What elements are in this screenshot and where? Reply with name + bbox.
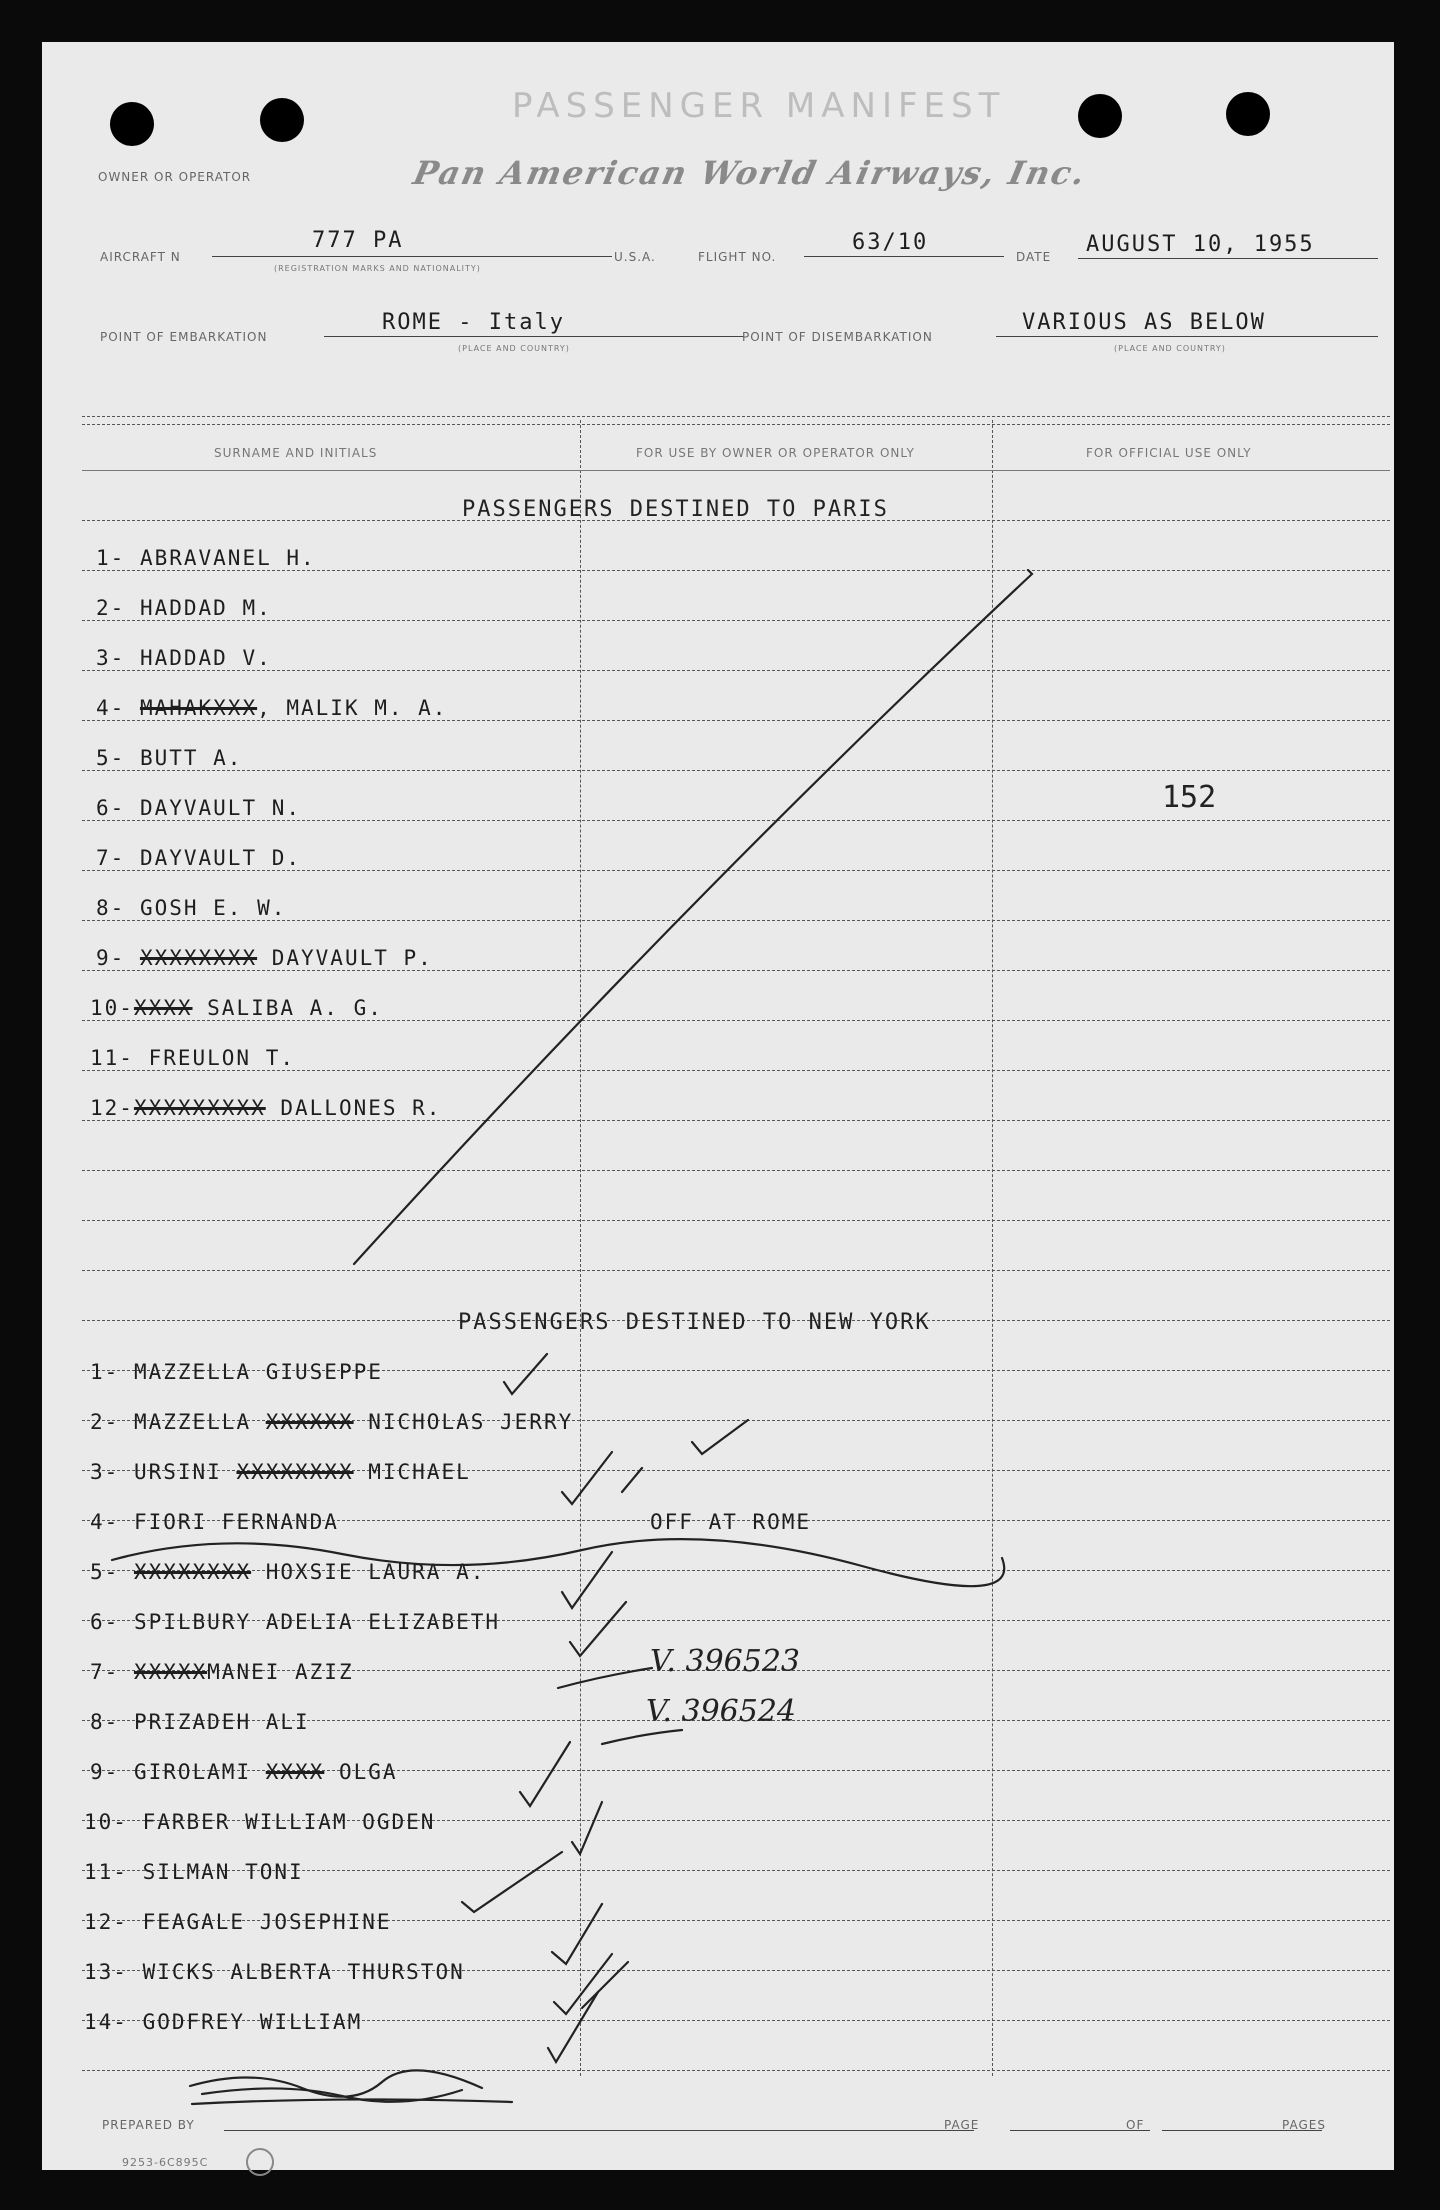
strike-through-mark xyxy=(112,1539,1004,1586)
paris-row-2: 2- HADDAD M. xyxy=(96,596,272,620)
check-icon xyxy=(692,1420,748,1454)
embarkation-label: POINT OF EMBARKATION xyxy=(100,330,268,344)
of-label: OF xyxy=(1126,2118,1145,2132)
pages-label: PAGES xyxy=(1282,2118,1326,2132)
ny-row-5: 5- XXXXXXXX HOXSIE LAURA A. xyxy=(90,1560,486,1584)
ny-row-14: 14- GODFREY WILLIAM xyxy=(84,2010,363,2034)
check-icon xyxy=(554,1954,612,2014)
ny-row-2: 2- MAZZELLA XXXXXX NICHOLAS JERRY xyxy=(90,1410,574,1434)
col-official: FOR OFFICIAL USE ONLY xyxy=(1086,446,1252,460)
paris-row-3: 3- HADDAD V. xyxy=(96,646,272,670)
check-icon xyxy=(562,1552,612,1608)
date-value: AUGUST 10, 1955 xyxy=(1086,232,1315,257)
ny-row-12: 12- FEAGALE JOSEPHINE xyxy=(84,1910,392,1934)
page-label: PAGE xyxy=(944,2118,980,2132)
ny-row-13: 13- WICKS ALBERTA THURSTON xyxy=(84,1960,465,1984)
date-label: DATE xyxy=(1016,250,1052,264)
visa-note-1: V. 396523 xyxy=(650,1644,801,1679)
embarkation-value: ROME - Italy xyxy=(382,310,565,335)
check-icon xyxy=(622,1468,642,1492)
check-icon xyxy=(572,1802,602,1854)
section-new-york: PASSENGERS DESTINED TO NEW YORK xyxy=(458,1310,931,1335)
ny-row-9: 9- GIROLAMI XXXX OLGA xyxy=(90,1760,398,1784)
paris-diagonal-mark xyxy=(354,570,1032,1264)
manifest-sheet xyxy=(42,42,1394,2170)
ny-row-4-note: OFF AT ROME xyxy=(650,1510,812,1534)
ny-row-1: 1- MAZZELLA GIUSEPPE xyxy=(90,1360,383,1384)
carrier-name: Pan American World Airways, Inc. xyxy=(409,154,1091,192)
disembarkation-label: POINT OF DISEMBARKATION xyxy=(742,330,933,344)
aircraft-sublabel: (REGISTRATION MARKS AND NATIONALITY) xyxy=(274,264,481,273)
aircraft-value: 777 PA xyxy=(312,228,404,253)
check-icon xyxy=(520,1742,570,1806)
prepared-by-label: PREPARED BY xyxy=(102,2118,195,2132)
ny-row-8: 8- PRIZADEH ALI xyxy=(90,1710,310,1734)
check-icon xyxy=(462,1852,562,1912)
paris-row-9: 9- XXXXXXXX DAYVAULT P. xyxy=(96,946,433,970)
embark-sublabel: (PLACE AND COUNTRY) xyxy=(458,344,570,353)
ny-row-3: 3- URSINI XXXXXXXX MICHAEL xyxy=(90,1460,471,1484)
ny-row-10: 10- FARBER WILLIAM OGDEN xyxy=(84,1810,436,1834)
ny-row-11: 11- SILMAN TONI xyxy=(84,1860,304,1884)
paris-row-6: 6- DAYVAULT N. xyxy=(96,796,302,820)
col-owner: FOR USE BY OWNER OR OPERATOR ONLY xyxy=(636,446,915,460)
visa-note-2: V. 396524 xyxy=(646,1694,797,1729)
check-icon xyxy=(504,1354,547,1394)
official-number: 152 xyxy=(1162,780,1217,815)
section-paris: PASSENGERS DESTINED TO PARIS xyxy=(462,497,889,522)
check-icon xyxy=(558,1668,652,1688)
disembarkation-value: VARIOUS AS BELOW xyxy=(1022,310,1266,335)
paris-row-11: 11- FREULON T. xyxy=(90,1046,296,1070)
form-title: PASSENGER MANIFEST xyxy=(512,86,1006,126)
check-icon xyxy=(602,1730,682,1744)
owner-label: OWNER OR OPERATOR xyxy=(98,170,252,184)
paris-row-10: 10-XXXX SALIBA A. G. xyxy=(90,996,383,1020)
paris-row-1: 1- ABRAVANEL H. xyxy=(96,546,316,570)
check-icon xyxy=(570,1602,626,1656)
ny-row-7: 7- XXXXXMANEI AZIZ xyxy=(90,1660,354,1684)
ny-row-6: 6- SPILBURY ADELIA ELIZABETH xyxy=(90,1610,501,1634)
aircraft-label: AIRCRAFT N xyxy=(100,250,181,264)
flight-label: FLIGHT NO. xyxy=(698,250,777,264)
paris-row-12: 12-XXXXXXXXX DALLONES R. xyxy=(90,1096,442,1120)
disembark-sublabel: (PLACE AND COUNTRY) xyxy=(1114,344,1226,353)
paris-row-5: 5- BUTT A. xyxy=(96,746,243,770)
paris-row-8: 8- GOSH E. W. xyxy=(96,896,287,920)
usa-label: U.S.A. xyxy=(614,250,656,264)
form-number: 9253-6C895C xyxy=(122,2156,209,2169)
signature-icon xyxy=(192,2099,512,2104)
handwritten-marks xyxy=(42,42,1394,2170)
col-surname: SURNAME AND INITIALS xyxy=(214,446,378,460)
paris-row-7: 7- DAYVAULT D. xyxy=(96,846,302,870)
check-icon xyxy=(562,1452,612,1504)
signature-icon xyxy=(190,2070,482,2096)
check-icon xyxy=(552,1904,602,1964)
paris-row-4: 4- MAHAKXXX, MALIK M. A. xyxy=(96,696,448,720)
ny-row-4: 4- FIORI FERNANDA xyxy=(90,1510,339,1534)
flight-value: 63/10 xyxy=(852,230,929,255)
